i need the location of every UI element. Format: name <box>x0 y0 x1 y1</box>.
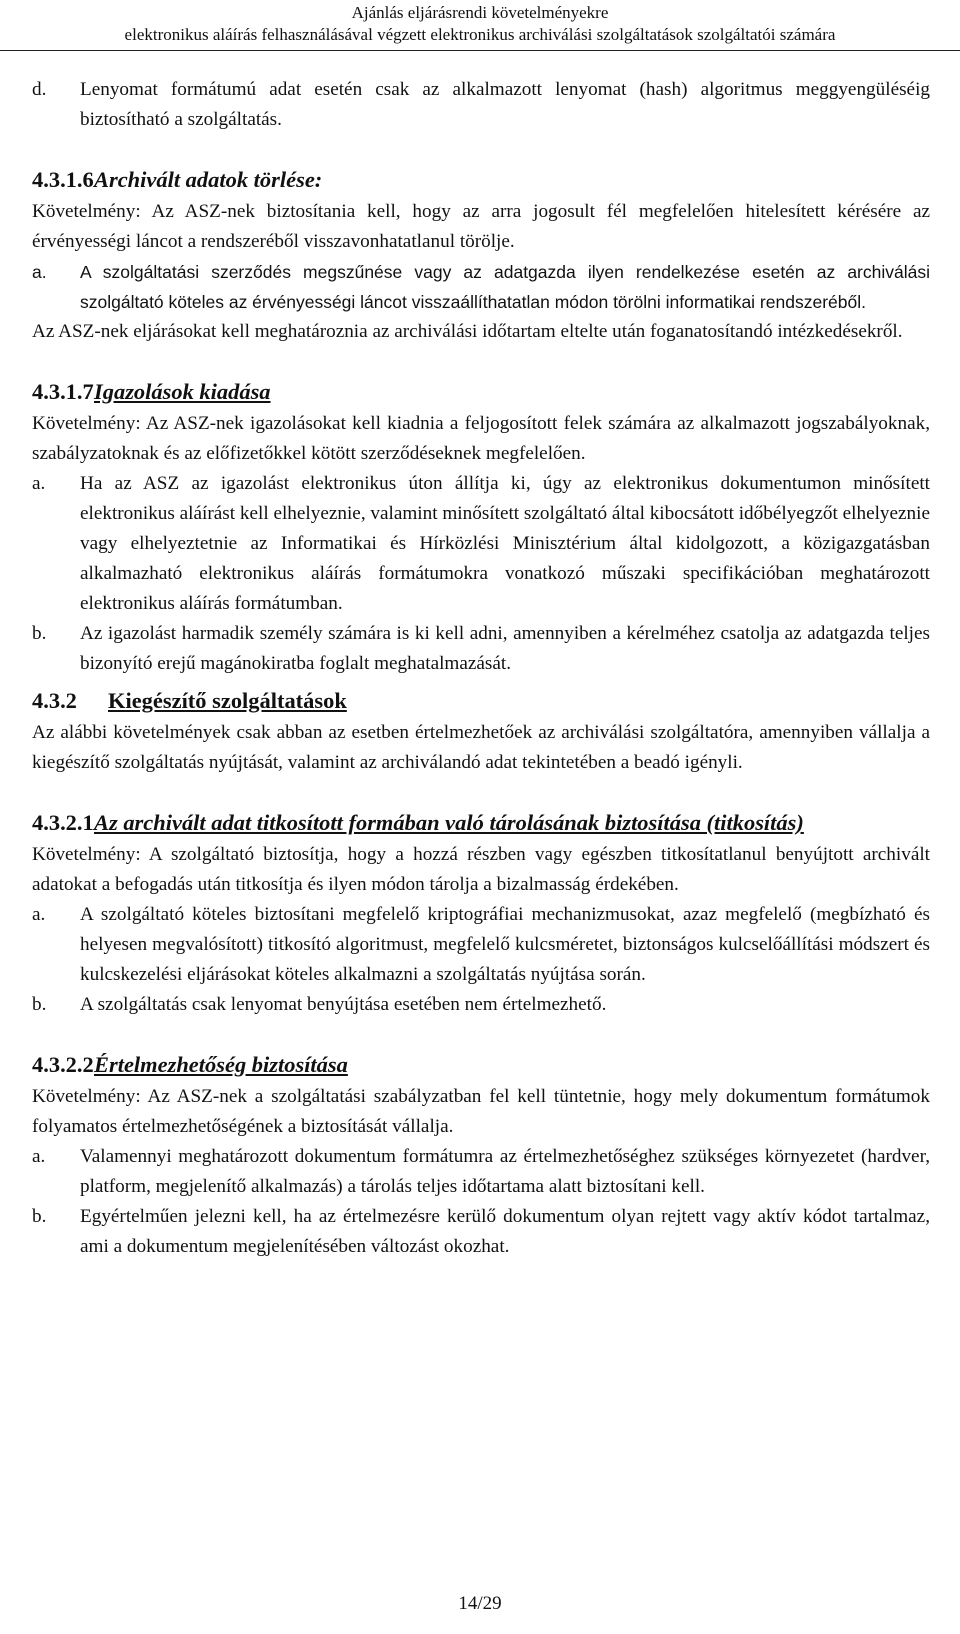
section-heading-4321 <box>32 808 930 838</box>
section-number: 4.3.2.2 <box>32 1052 94 1077</box>
list-marker: a. <box>32 904 46 925</box>
section-number: 4.3.2.1 <box>32 810 94 835</box>
list-item <box>32 1202 930 1262</box>
requirement-paragraph: Követelmény: Az ASZ-nek igazolásokat kell kiadnia a feljogosított felek számára az alkalmazott jogszabályoknak, szabályzatoknak és az előfizetőkkel kötött szerződéseknek megfelelően. <box>32 413 930 464</box>
requirement-paragraph: Követelmény: Az ASZ-nek biztosítania kell, hogy az arra jogosult fél megfelelően hitelesített kérésére az érvényességi láncot a rendszeréből visszavonhatatlanul törölje. <box>32 201 930 252</box>
list-item-text: Lenyomat formátumú adat esetén csak az alkalmazott lenyomat (hash) algoritmus meggyengüléséig biztosítható a szolgáltatás. <box>80 79 930 130</box>
list-item <box>32 75 930 135</box>
section-title: Kiegészítő szolgáltatások <box>108 688 347 713</box>
section-heading-432 <box>32 686 930 716</box>
list-marker: b. <box>32 994 47 1015</box>
section-heading-4316 <box>32 165 930 195</box>
list-item-text: Az igazolást harmadik személy számára is ki kell adni, amennyiben a kérelméhez csatolja az adatgazda teljes bizonyító erejű magánokiratba foglalt meghatalmazását. <box>80 623 930 674</box>
list-item-text: A szolgáltatás csak lenyomat benyújtása esetében nem értelmezhető. <box>80 994 607 1015</box>
list-item-text: Ha az ASZ az igazolást elektronikus úton állítja ki, úgy az elektronikus dokumentumon minősített elektronikus aláírást kell elhelyeznie, valamint minősített szolgáltató által kibocsátott időbélyegzőt elhelyeznie vagy elhelyeztetnie az Informatikai és Hírközlési Minisztérium által kidolgozott, a közigazgatásban alkalmazható elektronikus aláírás formátumokra vonatkozó műszaki specifikációban meghatározott elektronikus aláírás formátumban. <box>80 473 930 614</box>
document-body <box>32 75 930 1262</box>
list-item-text: Valamennyi meghatározott dokumentum formátumra az értelmezhetőséghez szükséges környezetet (hardver, platform, megjelenítő alkalmazás) a tárolás teljes időtartama alatt biztosítani kell. <box>80 1146 930 1197</box>
section-number: 4.3.1.6 <box>32 167 94 192</box>
requirement-paragraph: Követelmény: A szolgáltató biztosítja, hogy a hozzá részben vagy egészben titkosítatlanul benyújtott archivált adatokat a befogadás után titkosítja és ilyen módon tárolja a bizalmasság érdekében. <box>32 844 930 895</box>
section-number: 4.3.2 <box>32 688 77 713</box>
list-marker: a. <box>32 262 47 282</box>
requirement-paragraph: Követelmény: Az ASZ-nek a szolgáltatási szabályzatban fel kell tüntetnie, hogy mely dokumentum formátumok folyamatos értelmezhetőségének a biztosítását vállalja. <box>32 1086 930 1137</box>
list-item <box>32 990 930 1020</box>
section-title: Az archivált adat titkosított formában való tárolásának biztosítása (titkosítás) <box>94 810 804 835</box>
header-subtitle: elektronikus aláírás felhasználásával végzett elektronikus archiválási szolgáltatások szolgáltatói számára <box>124 25 836 44</box>
list-item <box>32 619 930 679</box>
list-marker: b. <box>32 1206 47 1227</box>
list-item-text: Egyértelműen jelezni kell, ha az értelmezésre kerülő dokumentum olyan rejtett vagy aktív kódot tartalmaz, ami a dokumentum megjelenítésében változást okozhat. <box>80 1206 930 1257</box>
page-header <box>0 0 960 51</box>
list-item <box>32 257 930 317</box>
list-item <box>32 1142 930 1202</box>
list-item <box>32 900 930 990</box>
list-marker: d. <box>32 79 47 100</box>
closing-paragraph: Az ASZ-nek eljárásokat kell meghatároznia az archiválási időtartam eltelte után foganatosítandó intézkedésekről. <box>32 321 903 342</box>
header-title: Ajánlás eljárásrendi követelményekre <box>351 3 609 22</box>
list-item-text: A szolgáltató köteles biztosítani megfelelő kriptográfiai mechanizmusokat, azaz megfelelő (megbízható és helyesen megvalósított) titkosító algoritmust, megfelelő kulcsméretet, biztonságos kulcselőállítási módszert és kulcskezelési eljárásokat köteles alkalmazni a szolgáltatás nyújtása során. <box>80 904 930 985</box>
section-title: Igazolások kiadása <box>94 379 271 404</box>
section-paragraph: Az alábbi követelmények csak abban az esetben értelmezhetőek az archiválási szolgáltatóra, amennyiben vállalja a kiegészítő szolgáltatás nyújtását, valamint az archiválandó adat tekintetében a beadó igényli. <box>32 722 930 773</box>
section-heading-4317 <box>32 377 930 407</box>
list-marker: a. <box>32 473 46 494</box>
list-item <box>32 469 930 619</box>
section-title: Értelmezhetőség biztosítása <box>94 1052 348 1077</box>
page-number: 14/29 <box>458 1593 502 1614</box>
list-marker: b. <box>32 623 47 644</box>
section-title: Archivált adatok törlése: <box>94 167 323 192</box>
section-number: 4.3.1.7 <box>32 379 94 404</box>
section-heading-4322 <box>32 1050 930 1080</box>
list-item-text: A szolgáltatási szerződés megszűnése vagy az adatgazda ilyen rendelkezése esetén az archiválási szolgáltató köteles az érvényességi láncot visszaállíthatatlan módon törölni informatikai rendszeréből. <box>80 262 930 312</box>
list-marker: a. <box>32 1146 46 1167</box>
